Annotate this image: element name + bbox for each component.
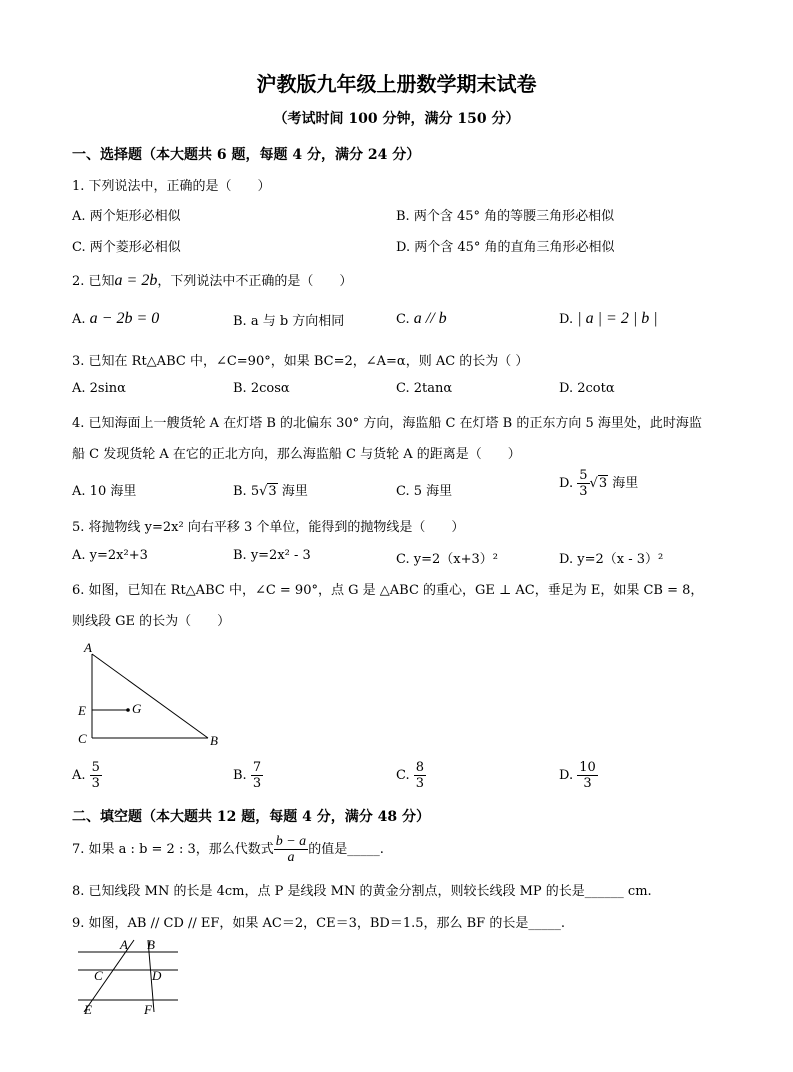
q2-option-a-text: a − 2b = 0 — [89, 310, 160, 327]
q2-stem — [72, 270, 352, 290]
q2-option-b-label: B. — [233, 314, 247, 329]
section-heading-fill: 二、填空题（本大题共 12 题，每题 4 分，满分 48 分） — [72, 809, 430, 825]
q9-label-b: B — [147, 937, 155, 952]
q1-option-d: D. 两个含 45° 角的直角三角形必相似 — [396, 240, 615, 255]
q4-option-d-fraction — [577, 468, 589, 499]
q4-option-b-radicand: 3 — [268, 484, 277, 499]
q1-stem: 1. 下列说法中，正确的是（ ） — [72, 179, 271, 194]
q7-denominator: a — [287, 850, 295, 865]
q2-option-a — [72, 310, 159, 328]
q4-option-b-label: B. — [233, 484, 247, 499]
q4-option-d — [559, 468, 638, 499]
q9-label-a: A — [120, 937, 128, 952]
q4-option-a-text: 10 海里 — [89, 484, 137, 499]
q6-option-c — [396, 760, 426, 791]
q4-option-a-label: A. — [72, 484, 86, 499]
q6-option-d — [559, 760, 598, 791]
q6-option-b-fraction — [251, 760, 263, 791]
q5-option-a: A. y=2x²+3 — [72, 548, 148, 563]
q9-label-d: D — [152, 968, 162, 983]
q2-option-d — [559, 310, 658, 328]
q6-option-d-label: D. — [559, 768, 574, 783]
q4-option-b — [233, 480, 308, 499]
q6-label-a: A — [84, 640, 92, 655]
q3-option-a: A. 2sinα — [72, 381, 126, 396]
q4-option-b-radical: √3 — [259, 484, 277, 499]
q4-option-c-text: 5 海里 — [413, 484, 453, 499]
q2-option-c-text: a // b — [413, 310, 447, 327]
q6-label-c: C — [78, 731, 87, 746]
q6-option-a-numerator: 5 — [91, 760, 100, 775]
q6-option-b-numerator: 7 — [252, 760, 262, 775]
q9-label-c: C — [94, 968, 103, 983]
q9-stem: 9. 如图，AB // CD // EF，如果 AC＝2，CE＝3，BD＝1.5，那么 BF 的长是_____. — [72, 916, 565, 931]
q9-parallel-lines-figure — [72, 936, 187, 1018]
exam-info: （考试时间 100 分钟，满分 150 分） — [273, 111, 520, 127]
q6-label-b: B — [210, 733, 218, 748]
q4-stem-line1: 4. 已知海面上一艘货轮 A 在灯塔 B 的北偏东 30° 方向，海监船 C 在灯塔 B 的正东方向 5 海里处，此时海监 — [72, 416, 702, 431]
q4-stem-line2: 船 C 发现货轮 A 在它的正北方向，那么海监船 C 与货轮 A 的距离是（ ） — [72, 447, 521, 462]
q7-stem — [72, 834, 384, 865]
section-heading-choice: 一、选择题（本大题共 6 题，每题 4 分，满分 24 分） — [72, 147, 421, 163]
q1-option-a: A. 两个矩形必相似 — [72, 209, 181, 224]
page-title: 沪教版九年级上册数学期末试卷 — [256, 72, 537, 96]
q6-option-a-label: A. — [72, 768, 86, 783]
q3-option-c: C. 2tanα — [396, 381, 453, 396]
q1-option-c: C. 两个菱形必相似 — [72, 240, 181, 255]
q5-option-b: B. y=2x² - 3 — [233, 548, 311, 563]
q4-option-d-denominator: 3 — [579, 484, 588, 499]
q5-option-c: C. y=2（x+3）² — [396, 552, 498, 567]
q6-label-e: E — [78, 703, 86, 718]
q6-option-c-numerator: 8 — [415, 760, 425, 775]
q4-option-d-radical: √3 — [589, 476, 608, 491]
q3-option-b: B. 2cosα — [233, 381, 290, 396]
q7-numerator: b − a — [275, 834, 307, 849]
q2-option-d-label: D. — [559, 312, 574, 327]
q2-option-a-label: A. — [72, 312, 86, 327]
q2-option-d-text: | a | = 2 | b | — [577, 310, 658, 327]
q4-option-d-unit: 海里 — [612, 476, 639, 491]
q4-option-c — [396, 480, 452, 499]
q6-stem-line2: 则线段 GE 的长为（ ） — [72, 614, 231, 629]
q6-option-b-label: B. — [233, 768, 247, 783]
q9-label-f: F — [144, 1002, 152, 1017]
q2-option-b — [233, 310, 344, 329]
q9-label-e: E — [84, 1002, 92, 1017]
q6-option-a-denominator: 3 — [91, 776, 100, 791]
q6-option-d-fraction — [577, 760, 598, 791]
q4-option-a — [72, 480, 136, 499]
q6-option-d-numerator: 10 — [579, 760, 596, 775]
q4-option-d-radicand: 3 — [598, 476, 608, 491]
q6-option-c-fraction — [414, 760, 426, 791]
q1-option-b: B. 两个含 45° 角的等腰三角形必相似 — [396, 209, 615, 224]
q2-option-c — [396, 310, 447, 328]
q2-suffix: ，下列说法中不正确的是（ ） — [157, 274, 353, 289]
q4-option-d-label: D. — [559, 476, 574, 491]
q5-option-d: D. y=2（x - 3）² — [559, 552, 664, 567]
q2-equation: a = 2b — [114, 272, 158, 289]
q3-stem: 3. 已知在 Rt△ABC 中，∠C=90°，如果 BC=2，∠A=α，则 AC 的长为（ ） — [72, 354, 529, 369]
q3-option-d: D. 2cotα — [559, 381, 615, 396]
q4-option-b-coef: 5 — [250, 484, 260, 499]
q7-fraction — [274, 834, 308, 865]
q2-prefix: 2. 已知 — [72, 274, 115, 289]
q2-option-b-text: a 与 b 方向相同 — [250, 314, 345, 329]
q6-option-a-fraction — [90, 760, 102, 791]
q4-option-b-unit: 海里 — [281, 484, 308, 499]
q7-suffix: 的值是_____. — [308, 842, 384, 857]
q6-option-b-denominator: 3 — [252, 776, 262, 791]
q6-option-b — [233, 760, 263, 791]
q6-triangle-figure — [72, 638, 232, 753]
q5-stem: 5. 将抛物线 y=2x² 向右平移 3 个单位，能得到的抛物线是（ ） — [72, 520, 465, 535]
q6-point-g — [126, 708, 130, 712]
q6-side-ab — [92, 654, 208, 738]
q6-stem-line1: 6. 如图，已知在 Rt△ABC 中，∠C = 90°，点 G 是 △ABC 的重心，GE ⊥ AC，垂足为 E，如果 CB = 8， — [72, 583, 704, 598]
q7-prefix: 7. 如果 a : b = 2 : 3，那么代数式 — [72, 842, 274, 857]
q6-option-a — [72, 760, 102, 791]
q8-stem: 8. 已知线段 MN 的长是 4cm，点 P 是线段 MN 的黄金分割点，则较长线段 MP 的长是______ cm. — [72, 884, 652, 899]
q6-option-d-denominator: 3 — [583, 776, 592, 791]
q6-label-g: G — [132, 701, 142, 716]
q2-option-c-label: C. — [396, 312, 410, 327]
q4-option-d-numerator: 5 — [579, 468, 588, 483]
q6-option-c-label: C. — [396, 768, 410, 783]
q6-option-c-denominator: 3 — [415, 776, 425, 791]
q4-option-c-label: C. — [396, 484, 410, 499]
